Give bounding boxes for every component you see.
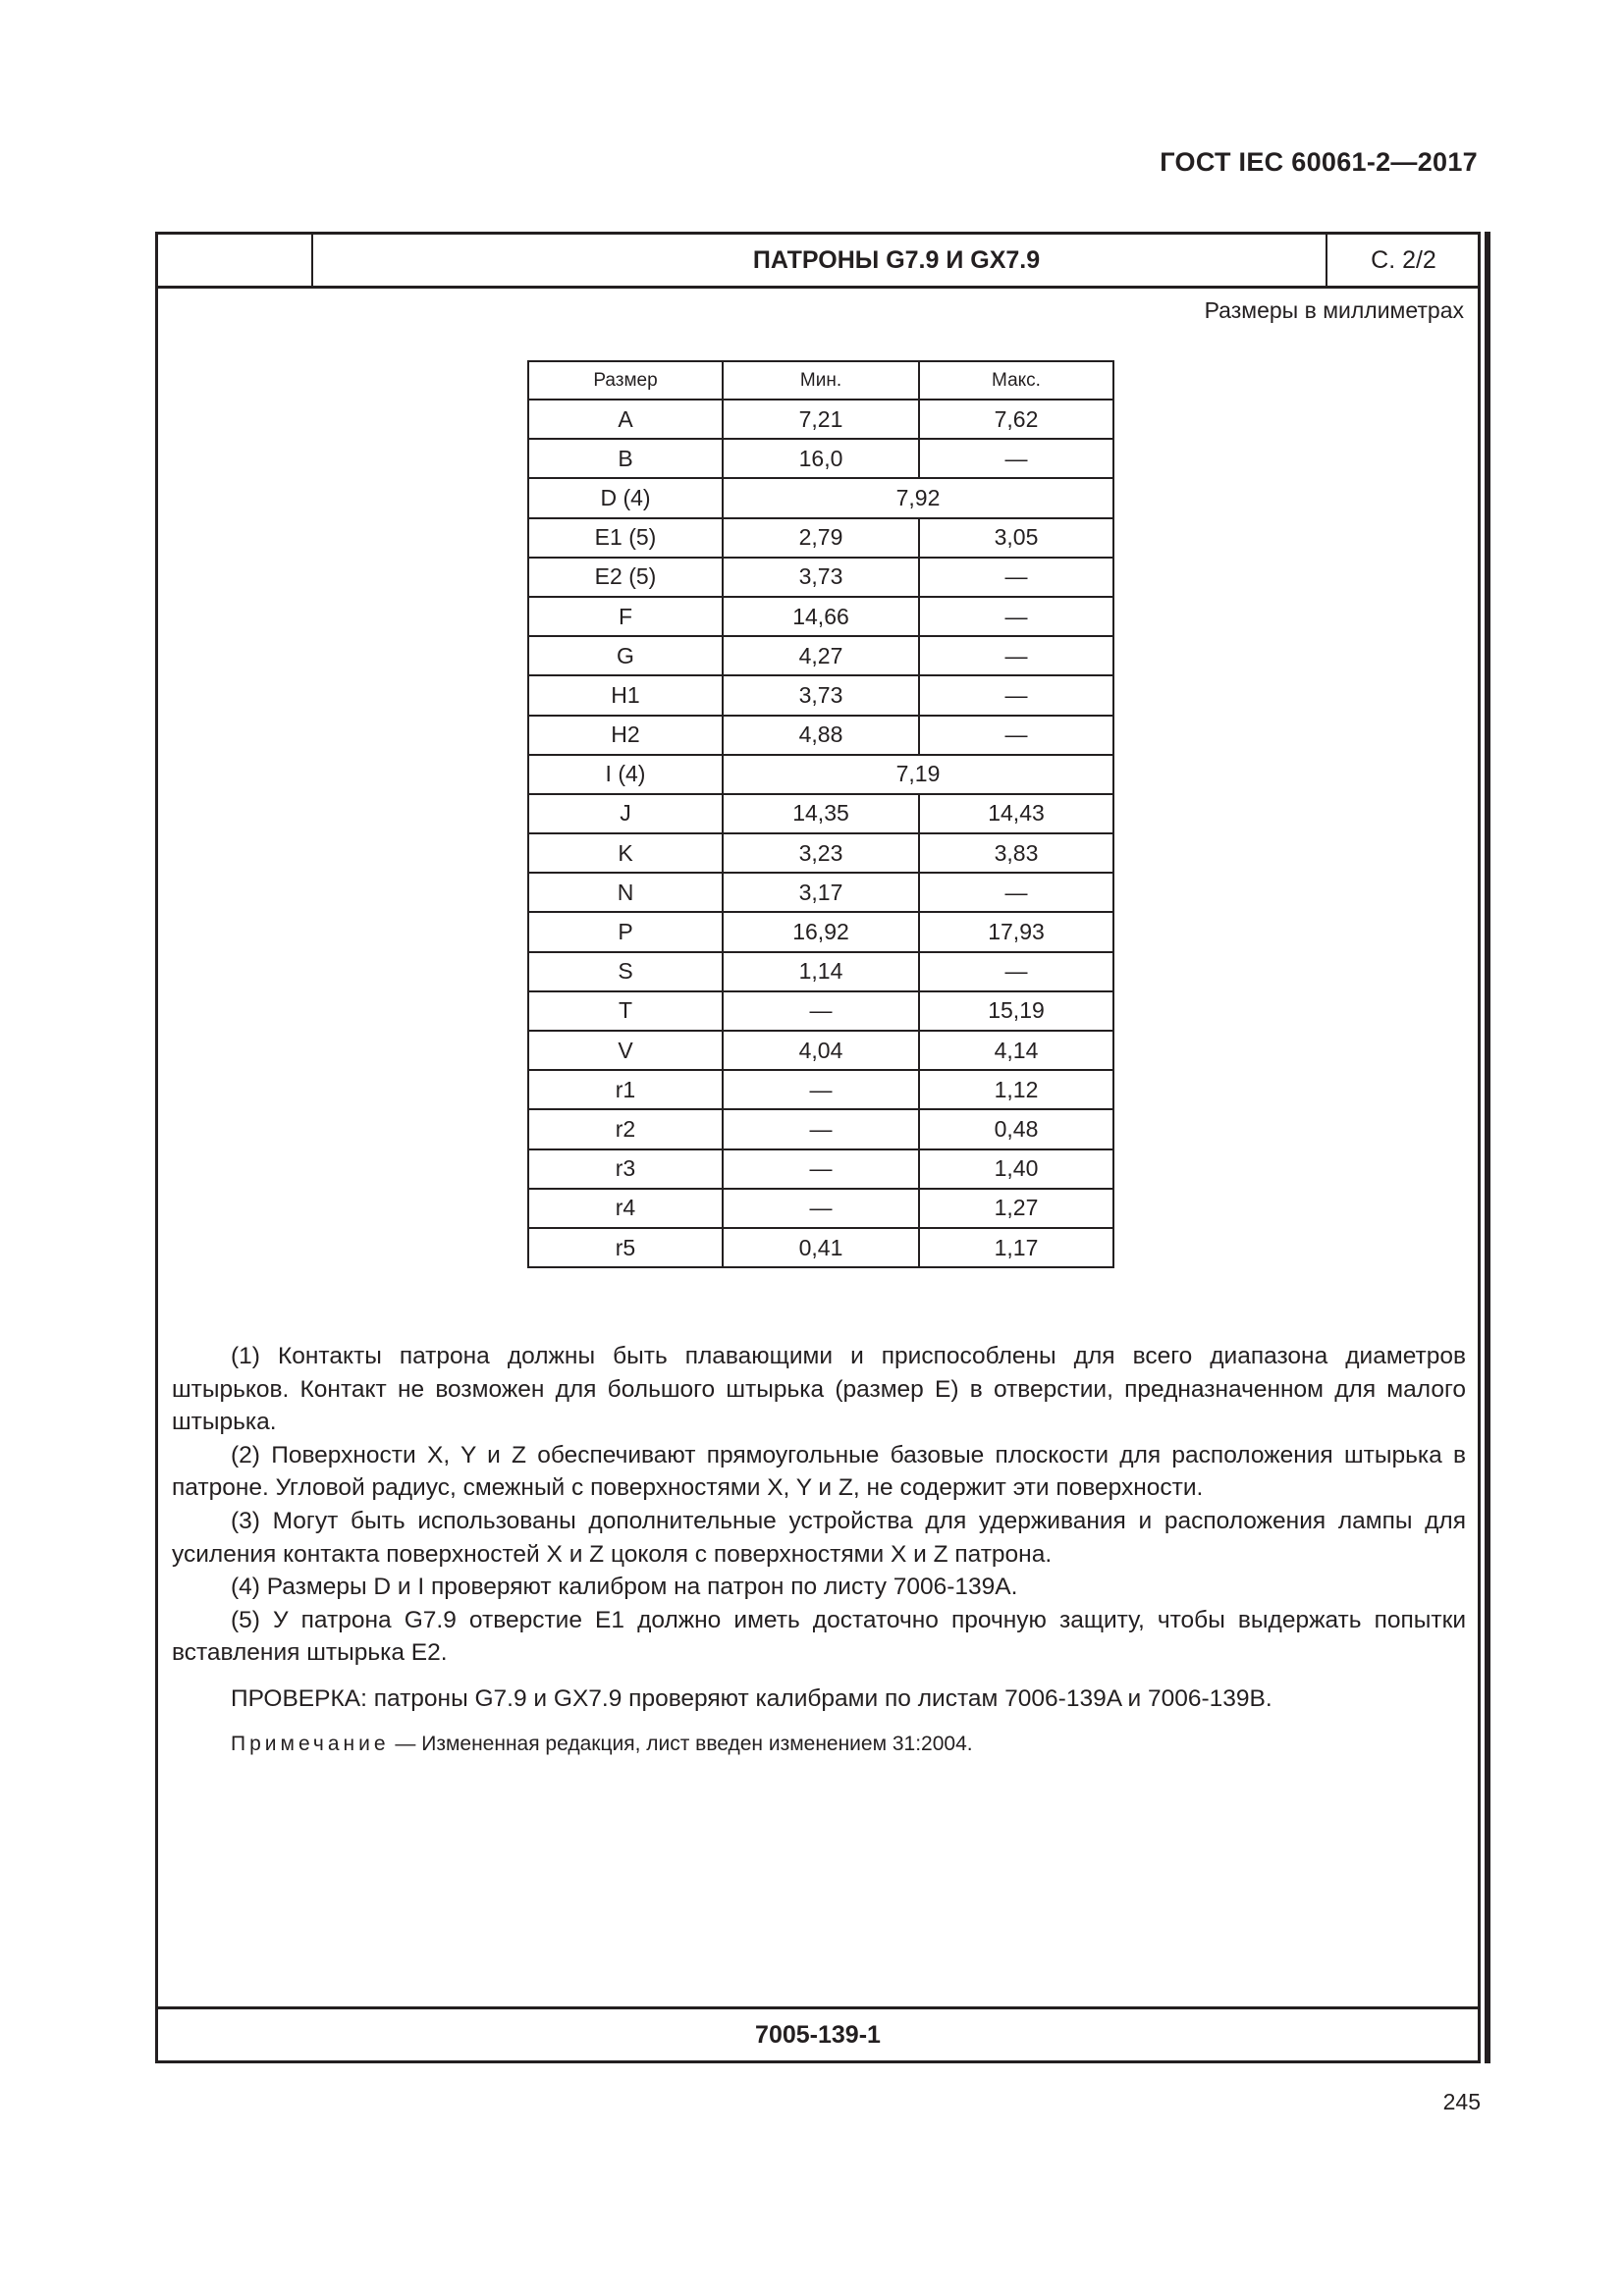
cell-max: 1,17 bbox=[919, 1228, 1113, 1267]
table-row bbox=[528, 1149, 1113, 1189]
cell-min: — bbox=[723, 1070, 919, 1109]
cell-dimension: I (4) bbox=[528, 755, 723, 794]
cell-min: 3,73 bbox=[723, 558, 919, 597]
table-row bbox=[528, 597, 1113, 636]
cell-dimension: E2 (5) bbox=[528, 558, 723, 597]
cell-value-merged: 7,19 bbox=[723, 755, 1113, 794]
cell-min: 3,73 bbox=[723, 675, 919, 715]
frame-double-line bbox=[1485, 232, 1490, 2063]
cell-dimension: G bbox=[528, 636, 723, 675]
cell-min: 7,21 bbox=[723, 400, 919, 439]
cell-max: 7,62 bbox=[919, 400, 1113, 439]
sheet-frame bbox=[155, 232, 1481, 2063]
table-row bbox=[528, 755, 1113, 794]
cell-dimension: r3 bbox=[528, 1149, 723, 1189]
note-3: (3) Могут быть использованы дополнительные устройства для удерживания и расположения лампы для усиления контакта поверхностей X и Z цоколя с поверхностями X и Z патрона. bbox=[172, 1507, 1466, 1568]
cell-min: 3,23 bbox=[723, 833, 919, 873]
note-2: (2) Поверхности X, Y и Z обеспечивают прямоугольные базовые плоскости для расположения штырька в патроне. Угловой радиус, смежный с поверхностями X, Y и Z, не содержит эти поверхности. bbox=[172, 1441, 1466, 1502]
table-row bbox=[528, 518, 1113, 558]
table-row bbox=[528, 952, 1113, 991]
table-row bbox=[528, 912, 1113, 951]
note-5: (5) У патрона G7.9 отверстие E1 должно иметь достаточно прочную защиту, чтобы выдержать попытки вставления штырька E2. bbox=[172, 1606, 1466, 1667]
cell-min: — bbox=[723, 991, 919, 1031]
cell-max: 14,43 bbox=[919, 794, 1113, 833]
table-row bbox=[528, 636, 1113, 675]
cell-value-merged: 7,92 bbox=[723, 478, 1113, 517]
cell-max: — bbox=[919, 675, 1113, 715]
cell-dimension: r1 bbox=[528, 1070, 723, 1109]
cell-min: 2,79 bbox=[723, 518, 919, 558]
table-row bbox=[528, 1109, 1113, 1148]
cell-dimension: r2 bbox=[528, 1109, 723, 1148]
table-row bbox=[528, 716, 1113, 755]
header-max: Макс. bbox=[919, 361, 1113, 400]
cell-max: 0,48 bbox=[919, 1109, 1113, 1148]
cell-dimension: T bbox=[528, 991, 723, 1031]
page-number: 245 bbox=[1442, 2089, 1481, 2114]
cell-max: 15,19 bbox=[919, 991, 1113, 1031]
cell-max: 3,05 bbox=[919, 518, 1113, 558]
cell-dimension: V bbox=[528, 1031, 723, 1070]
cell-dimension: K bbox=[528, 833, 723, 873]
cell-min: 4,04 bbox=[723, 1031, 919, 1070]
remark-text: — Измененная редакция, лист введен изменением 31:2004. bbox=[389, 1732, 973, 1755]
table-row bbox=[528, 400, 1113, 439]
table-row bbox=[528, 675, 1113, 715]
cell-min: 14,66 bbox=[723, 597, 919, 636]
title-blank-cell bbox=[158, 235, 313, 286]
remark bbox=[172, 1728, 1466, 1761]
table-row bbox=[528, 1031, 1113, 1070]
cell-min: 16,92 bbox=[723, 912, 919, 951]
cell-dimension: H2 bbox=[528, 716, 723, 755]
cell-max: — bbox=[919, 439, 1113, 478]
standard-designation: ГОСТ IEC 60061-2—2017 bbox=[1160, 147, 1478, 177]
note-1: (1) Контакты патрона должны быть плавающими и приспособлены для всего диапазона диаметров штырьков. Контакт не возможен для большого штырька (размер E) в отверстии, предназначенном для малого штырька. bbox=[172, 1343, 1466, 1436]
cell-min: 14,35 bbox=[723, 794, 919, 833]
table-row bbox=[528, 991, 1113, 1031]
sheet-title: ПАТРОНЫ G7.9 И GX7.9 bbox=[752, 246, 1041, 274]
cell-min: 0,41 bbox=[723, 1228, 919, 1267]
cell-dimension: r4 bbox=[528, 1189, 723, 1228]
cell-max: 4,14 bbox=[919, 1031, 1113, 1070]
cell-dimension: N bbox=[528, 873, 723, 912]
check-statement: ПРОВЕРКА: патроны G7.9 и GX7.9 проверяют калибрами по листам 7006-139A и 7006-139B. bbox=[231, 1684, 1272, 1712]
units-note: Размеры в миллиметрах bbox=[1204, 297, 1464, 323]
cell-dimension: F bbox=[528, 597, 723, 636]
cell-dimension: E1 (5) bbox=[528, 518, 723, 558]
table-row bbox=[528, 439, 1113, 478]
cell-max: — bbox=[919, 873, 1113, 912]
table-row bbox=[528, 558, 1113, 597]
cell-dimension: H1 bbox=[528, 675, 723, 715]
cell-dimension: P bbox=[528, 912, 723, 951]
cell-dimension: S bbox=[528, 952, 723, 991]
notes-section bbox=[172, 1340, 1466, 1760]
sheet-number: С. 2/2 bbox=[1326, 235, 1480, 286]
dimensions-table bbox=[527, 360, 1114, 1268]
cell-max: 1,12 bbox=[919, 1070, 1113, 1109]
table-body bbox=[528, 400, 1113, 1267]
table-row bbox=[528, 794, 1113, 833]
cell-min: 1,14 bbox=[723, 952, 919, 991]
title-row bbox=[158, 235, 1478, 289]
cell-min: — bbox=[723, 1109, 919, 1148]
table-header-row bbox=[528, 361, 1113, 400]
table-row bbox=[528, 833, 1113, 873]
cell-max: 1,27 bbox=[919, 1189, 1113, 1228]
cell-max: — bbox=[919, 558, 1113, 597]
cell-dimension: D (4) bbox=[528, 478, 723, 517]
cell-dimension: A bbox=[528, 400, 723, 439]
header-min: Мин. bbox=[723, 361, 919, 400]
cell-dimension: J bbox=[528, 794, 723, 833]
table-row bbox=[528, 478, 1113, 517]
cell-max: — bbox=[919, 716, 1113, 755]
cell-dimension: B bbox=[528, 439, 723, 478]
note-4: (4) Размеры D и I проверяют калибром на патрон по листу 7006-139A. bbox=[231, 1574, 1018, 1601]
cell-min: 4,88 bbox=[723, 716, 919, 755]
cell-max: 17,93 bbox=[919, 912, 1113, 951]
cell-min: 3,17 bbox=[723, 873, 919, 912]
header-dimension: Размер bbox=[528, 361, 723, 400]
table-row bbox=[528, 1070, 1113, 1109]
cell-min: 16,0 bbox=[723, 439, 919, 478]
cell-max: — bbox=[919, 952, 1113, 991]
cell-max: — bbox=[919, 636, 1113, 675]
table-row bbox=[528, 1189, 1113, 1228]
cell-max: 3,83 bbox=[919, 833, 1113, 873]
cell-max: 1,40 bbox=[919, 1149, 1113, 1189]
table-row bbox=[528, 873, 1113, 912]
cell-max: — bbox=[919, 597, 1113, 636]
remark-label: Примечание bbox=[231, 1732, 390, 1755]
cell-min: — bbox=[723, 1149, 919, 1189]
table-row bbox=[528, 1228, 1113, 1267]
cell-dimension: r5 bbox=[528, 1228, 723, 1267]
cell-min: — bbox=[723, 1189, 919, 1228]
cell-min: 4,27 bbox=[723, 636, 919, 675]
sheet-code: 7005-139-1 bbox=[158, 2006, 1478, 2060]
